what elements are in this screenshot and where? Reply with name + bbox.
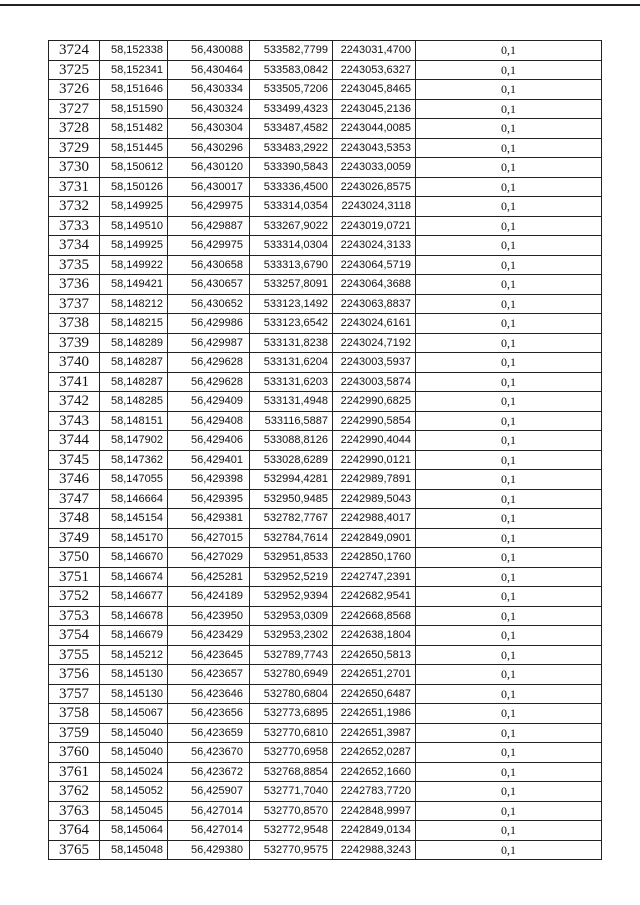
latitude-cell: 58,145024 (100, 762, 168, 782)
latitude-cell: 58,151590 (100, 99, 168, 119)
x-coordinate-cell: 533028,6289 (250, 450, 333, 470)
longitude-cell: 56,430304 (168, 119, 250, 139)
y-coordinate-cell: 2242650,5813 (333, 645, 416, 665)
table-row (49, 723, 602, 743)
latitude-cell: 58,146674 (100, 567, 168, 587)
x-coordinate-cell: 532772,9548 (250, 821, 333, 841)
point-number-cell: 3745 (49, 450, 100, 470)
latitude-cell: 58,148285 (100, 392, 168, 412)
latitude-cell: 58,148289 (100, 333, 168, 353)
coordinates-table-container (48, 40, 602, 860)
point-number-cell: 3728 (49, 119, 100, 139)
point-number-cell: 3749 (49, 528, 100, 548)
longitude-cell: 56,423656 (168, 704, 250, 724)
latitude-cell: 58,145212 (100, 645, 168, 665)
y-coordinate-cell: 2243053,6327 (333, 60, 416, 80)
latitude-cell: 58,145048 (100, 840, 168, 860)
y-coordinate-cell: 2243063,8837 (333, 294, 416, 314)
point-number-cell: 3738 (49, 314, 100, 334)
table-row (49, 645, 602, 665)
accuracy-cell: 0,1 (416, 333, 602, 353)
latitude-cell: 58,149925 (100, 197, 168, 217)
table-row (49, 509, 602, 529)
latitude-cell: 58,145040 (100, 743, 168, 763)
point-number-cell: 3751 (49, 567, 100, 587)
y-coordinate-cell: 2242990,6825 (333, 392, 416, 412)
longitude-cell: 56,429380 (168, 840, 250, 860)
point-number-cell: 3741 (49, 372, 100, 392)
x-coordinate-cell: 533131,8238 (250, 333, 333, 353)
point-number-cell: 3764 (49, 821, 100, 841)
y-coordinate-cell: 2243045,2136 (333, 99, 416, 119)
longitude-cell: 56,429628 (168, 353, 250, 373)
longitude-cell: 56,423672 (168, 762, 250, 782)
longitude-cell: 56,423646 (168, 684, 250, 704)
table-row (49, 372, 602, 392)
longitude-cell: 56,430120 (168, 158, 250, 178)
x-coordinate-cell: 533131,6203 (250, 372, 333, 392)
longitude-cell: 56,430652 (168, 294, 250, 314)
x-coordinate-cell: 532770,8570 (250, 801, 333, 821)
x-coordinate-cell: 533267,9022 (250, 216, 333, 236)
longitude-cell: 56,429628 (168, 372, 250, 392)
x-coordinate-cell: 532770,6958 (250, 743, 333, 763)
table-row (49, 821, 602, 841)
table-row (49, 99, 602, 119)
point-number-cell: 3756 (49, 665, 100, 685)
longitude-cell: 56,423950 (168, 606, 250, 626)
y-coordinate-cell: 2243064,3688 (333, 275, 416, 295)
point-number-cell: 3744 (49, 431, 100, 451)
latitude-cell: 58,149925 (100, 236, 168, 256)
y-coordinate-cell: 2243026,8575 (333, 177, 416, 197)
table-row (49, 567, 602, 587)
longitude-cell: 56,430296 (168, 138, 250, 158)
point-number-cell: 3733 (49, 216, 100, 236)
latitude-cell: 58,145040 (100, 723, 168, 743)
x-coordinate-cell: 533336,4500 (250, 177, 333, 197)
longitude-cell: 56,427015 (168, 528, 250, 548)
accuracy-cell: 0,1 (416, 704, 602, 724)
y-coordinate-cell: 2243043,5353 (333, 138, 416, 158)
latitude-cell: 58,147362 (100, 450, 168, 470)
point-number-cell: 3735 (49, 255, 100, 275)
longitude-cell: 56,425907 (168, 782, 250, 802)
table-row (49, 41, 602, 61)
point-number-cell: 3762 (49, 782, 100, 802)
longitude-cell: 56,424189 (168, 587, 250, 607)
point-number-cell: 3734 (49, 236, 100, 256)
latitude-cell: 58,147055 (100, 470, 168, 490)
point-number-cell: 3732 (49, 197, 100, 217)
y-coordinate-cell: 2243024,3133 (333, 236, 416, 256)
y-coordinate-cell: 2242989,5043 (333, 489, 416, 509)
accuracy-cell: 0,1 (416, 236, 602, 256)
accuracy-cell: 0,1 (416, 840, 602, 860)
x-coordinate-cell: 533499,4323 (250, 99, 333, 119)
x-coordinate-cell: 533487,4582 (250, 119, 333, 139)
latitude-cell: 58,152338 (100, 41, 168, 61)
table-row (49, 665, 602, 685)
point-number-cell: 3753 (49, 606, 100, 626)
longitude-cell: 56,427029 (168, 548, 250, 568)
accuracy-cell: 0,1 (416, 431, 602, 451)
y-coordinate-cell: 2243024,7192 (333, 333, 416, 353)
table-row (49, 548, 602, 568)
point-number-cell: 3727 (49, 99, 100, 119)
x-coordinate-cell: 532782,7767 (250, 509, 333, 529)
accuracy-cell: 0,1 (416, 801, 602, 821)
accuracy-cell: 0,1 (416, 743, 602, 763)
table-row (49, 314, 602, 334)
longitude-cell: 56,423645 (168, 645, 250, 665)
point-number-cell: 3742 (49, 392, 100, 412)
table-row (49, 840, 602, 860)
y-coordinate-cell: 2242849,0901 (333, 528, 416, 548)
accuracy-cell: 0,1 (416, 470, 602, 490)
point-number-cell: 3739 (49, 333, 100, 353)
longitude-cell: 56,430464 (168, 60, 250, 80)
y-coordinate-cell: 2242990,0121 (333, 450, 416, 470)
table-row (49, 743, 602, 763)
table-row (49, 255, 602, 275)
x-coordinate-cell: 532953,2302 (250, 626, 333, 646)
table-row (49, 275, 602, 295)
point-number-cell: 3748 (49, 509, 100, 529)
y-coordinate-cell: 2242651,1986 (333, 704, 416, 724)
latitude-cell: 58,146677 (100, 587, 168, 607)
longitude-cell: 56,429975 (168, 197, 250, 217)
point-number-cell: 3731 (49, 177, 100, 197)
accuracy-cell: 0,1 (416, 411, 602, 431)
y-coordinate-cell: 2242988,3243 (333, 840, 416, 860)
latitude-cell: 58,150126 (100, 177, 168, 197)
accuracy-cell: 0,1 (416, 294, 602, 314)
accuracy-cell: 0,1 (416, 509, 602, 529)
latitude-cell: 58,149922 (100, 255, 168, 275)
y-coordinate-cell: 2242988,4017 (333, 509, 416, 529)
longitude-cell: 56,430334 (168, 80, 250, 100)
x-coordinate-cell: 533313,6790 (250, 255, 333, 275)
point-number-cell: 3755 (49, 645, 100, 665)
y-coordinate-cell: 2242747,2391 (333, 567, 416, 587)
accuracy-cell: 0,1 (416, 158, 602, 178)
point-number-cell: 3761 (49, 762, 100, 782)
x-coordinate-cell: 533314,0354 (250, 197, 333, 217)
y-coordinate-cell: 2243024,3118 (333, 197, 416, 217)
coordinates-table (48, 40, 602, 860)
accuracy-cell: 0,1 (416, 626, 602, 646)
accuracy-cell: 0,1 (416, 548, 602, 568)
accuracy-cell: 0,1 (416, 41, 602, 61)
table-row (49, 489, 602, 509)
accuracy-cell: 0,1 (416, 60, 602, 80)
x-coordinate-cell: 532780,6949 (250, 665, 333, 685)
y-coordinate-cell: 2242652,1660 (333, 762, 416, 782)
longitude-cell: 56,430657 (168, 275, 250, 295)
latitude-cell: 58,145045 (100, 801, 168, 821)
x-coordinate-cell: 532784,7614 (250, 528, 333, 548)
x-coordinate-cell: 533123,6542 (250, 314, 333, 334)
accuracy-cell: 0,1 (416, 197, 602, 217)
latitude-cell: 58,145170 (100, 528, 168, 548)
x-coordinate-cell: 533582,7799 (250, 41, 333, 61)
y-coordinate-cell: 2242989,7891 (333, 470, 416, 490)
longitude-cell: 56,427014 (168, 821, 250, 841)
accuracy-cell: 0,1 (416, 372, 602, 392)
x-coordinate-cell: 533131,6204 (250, 353, 333, 373)
x-coordinate-cell: 532952,5219 (250, 567, 333, 587)
point-number-cell: 3746 (49, 470, 100, 490)
latitude-cell: 58,147902 (100, 431, 168, 451)
table-row (49, 294, 602, 314)
latitude-cell: 58,145064 (100, 821, 168, 841)
accuracy-cell: 0,1 (416, 587, 602, 607)
y-coordinate-cell: 2243031,4700 (333, 41, 416, 61)
table-row (49, 431, 602, 451)
x-coordinate-cell: 532789,7743 (250, 645, 333, 665)
accuracy-cell: 0,1 (416, 762, 602, 782)
latitude-cell: 58,149421 (100, 275, 168, 295)
longitude-cell: 56,427014 (168, 801, 250, 821)
latitude-cell: 58,150612 (100, 158, 168, 178)
accuracy-cell: 0,1 (416, 392, 602, 412)
longitude-cell: 56,429887 (168, 216, 250, 236)
longitude-cell: 56,429408 (168, 411, 250, 431)
x-coordinate-cell: 532773,6895 (250, 704, 333, 724)
accuracy-cell: 0,1 (416, 450, 602, 470)
y-coordinate-cell: 2242990,5854 (333, 411, 416, 431)
table-row (49, 782, 602, 802)
longitude-cell: 56,423429 (168, 626, 250, 646)
latitude-cell: 58,145067 (100, 704, 168, 724)
point-number-cell: 3765 (49, 840, 100, 860)
y-coordinate-cell: 2243003,5874 (333, 372, 416, 392)
longitude-cell: 56,423659 (168, 723, 250, 743)
latitude-cell: 58,148151 (100, 411, 168, 431)
x-coordinate-cell: 533123,1492 (250, 294, 333, 314)
longitude-cell: 56,429987 (168, 333, 250, 353)
accuracy-cell: 0,1 (416, 606, 602, 626)
longitude-cell: 56,423657 (168, 665, 250, 685)
latitude-cell: 58,151445 (100, 138, 168, 158)
longitude-cell: 56,429395 (168, 489, 250, 509)
y-coordinate-cell: 2243064,5719 (333, 255, 416, 275)
accuracy-cell: 0,1 (416, 684, 602, 704)
x-coordinate-cell: 533088,8126 (250, 431, 333, 451)
longitude-cell: 56,429401 (168, 450, 250, 470)
latitude-cell: 58,148287 (100, 372, 168, 392)
table-row (49, 587, 602, 607)
point-number-cell: 3729 (49, 138, 100, 158)
y-coordinate-cell: 2243019,0721 (333, 216, 416, 236)
latitude-cell: 58,148212 (100, 294, 168, 314)
longitude-cell: 56,429398 (168, 470, 250, 490)
point-number-cell: 3763 (49, 801, 100, 821)
longitude-cell: 56,429409 (168, 392, 250, 412)
point-number-cell: 3750 (49, 548, 100, 568)
y-coordinate-cell: 2242668,8568 (333, 606, 416, 626)
point-number-cell: 3725 (49, 60, 100, 80)
x-coordinate-cell: 533583,0842 (250, 60, 333, 80)
x-coordinate-cell: 532994,4281 (250, 470, 333, 490)
accuracy-cell: 0,1 (416, 80, 602, 100)
table-row (49, 138, 602, 158)
y-coordinate-cell: 2242651,3987 (333, 723, 416, 743)
latitude-cell: 58,146679 (100, 626, 168, 646)
y-coordinate-cell: 2242783,7720 (333, 782, 416, 802)
y-coordinate-cell: 2242652,0287 (333, 743, 416, 763)
table-row (49, 704, 602, 724)
accuracy-cell: 0,1 (416, 782, 602, 802)
table-row (49, 197, 602, 217)
point-number-cell: 3736 (49, 275, 100, 295)
table-row (49, 606, 602, 626)
accuracy-cell: 0,1 (416, 275, 602, 295)
table-row (49, 684, 602, 704)
y-coordinate-cell: 2242651,2701 (333, 665, 416, 685)
y-coordinate-cell: 2243003,5937 (333, 353, 416, 373)
latitude-cell: 58,145130 (100, 684, 168, 704)
longitude-cell: 56,429381 (168, 509, 250, 529)
x-coordinate-cell: 532952,9394 (250, 587, 333, 607)
table-row (49, 411, 602, 431)
longitude-cell: 56,425281 (168, 567, 250, 587)
accuracy-cell: 0,1 (416, 138, 602, 158)
latitude-cell: 58,146678 (100, 606, 168, 626)
accuracy-cell: 0,1 (416, 99, 602, 119)
table-row (49, 392, 602, 412)
point-number-cell: 3724 (49, 41, 100, 61)
y-coordinate-cell: 2242638,1804 (333, 626, 416, 646)
longitude-cell: 56,429406 (168, 431, 250, 451)
point-number-cell: 3757 (49, 684, 100, 704)
y-coordinate-cell: 2242682,9541 (333, 587, 416, 607)
latitude-cell: 58,149510 (100, 216, 168, 236)
accuracy-cell: 0,1 (416, 723, 602, 743)
accuracy-cell: 0,1 (416, 314, 602, 334)
accuracy-cell: 0,1 (416, 216, 602, 236)
table-row (49, 470, 602, 490)
longitude-cell: 56,423670 (168, 743, 250, 763)
table-row (49, 158, 602, 178)
table-row (49, 60, 602, 80)
latitude-cell: 58,148287 (100, 353, 168, 373)
latitude-cell: 58,148215 (100, 314, 168, 334)
longitude-cell: 56,430658 (168, 255, 250, 275)
latitude-cell: 58,146670 (100, 548, 168, 568)
point-number-cell: 3743 (49, 411, 100, 431)
point-number-cell: 3740 (49, 353, 100, 373)
x-coordinate-cell: 532950,9485 (250, 489, 333, 509)
y-coordinate-cell: 2243024,6161 (333, 314, 416, 334)
accuracy-cell: 0,1 (416, 255, 602, 275)
x-coordinate-cell: 533116,5887 (250, 411, 333, 431)
y-coordinate-cell: 2243033,0059 (333, 158, 416, 178)
x-coordinate-cell: 533131,4948 (250, 392, 333, 412)
table-row (49, 762, 602, 782)
y-coordinate-cell: 2243044,0085 (333, 119, 416, 139)
latitude-cell: 58,151646 (100, 80, 168, 100)
x-coordinate-cell: 532768,8854 (250, 762, 333, 782)
x-coordinate-cell: 533314,0304 (250, 236, 333, 256)
table-row (49, 236, 602, 256)
x-coordinate-cell: 533483,2922 (250, 138, 333, 158)
latitude-cell: 58,145154 (100, 509, 168, 529)
table-row (49, 80, 602, 100)
point-number-cell: 3758 (49, 704, 100, 724)
x-coordinate-cell: 532770,9575 (250, 840, 333, 860)
x-coordinate-cell: 532770,6810 (250, 723, 333, 743)
coordinates-table-body (49, 41, 602, 860)
accuracy-cell: 0,1 (416, 645, 602, 665)
point-number-cell: 3752 (49, 587, 100, 607)
accuracy-cell: 0,1 (416, 528, 602, 548)
x-coordinate-cell: 533257,8091 (250, 275, 333, 295)
table-row (49, 216, 602, 236)
accuracy-cell: 0,1 (416, 177, 602, 197)
point-number-cell: 3737 (49, 294, 100, 314)
x-coordinate-cell: 533390,5843 (250, 158, 333, 178)
x-coordinate-cell: 532953,0309 (250, 606, 333, 626)
accuracy-cell: 0,1 (416, 567, 602, 587)
y-coordinate-cell: 2242848,9997 (333, 801, 416, 821)
accuracy-cell: 0,1 (416, 119, 602, 139)
longitude-cell: 56,429986 (168, 314, 250, 334)
y-coordinate-cell: 2242850,1760 (333, 548, 416, 568)
x-coordinate-cell: 533505,7206 (250, 80, 333, 100)
latitude-cell: 58,145052 (100, 782, 168, 802)
latitude-cell: 58,146664 (100, 489, 168, 509)
point-number-cell: 3726 (49, 80, 100, 100)
longitude-cell: 56,429975 (168, 236, 250, 256)
table-row (49, 450, 602, 470)
latitude-cell: 58,152341 (100, 60, 168, 80)
latitude-cell: 58,151482 (100, 119, 168, 139)
page-top-rule (0, 4, 640, 6)
point-number-cell: 3747 (49, 489, 100, 509)
accuracy-cell: 0,1 (416, 821, 602, 841)
y-coordinate-cell: 2242990,4044 (333, 431, 416, 451)
y-coordinate-cell: 2242650,6487 (333, 684, 416, 704)
table-row (49, 333, 602, 353)
point-number-cell: 3730 (49, 158, 100, 178)
table-row (49, 353, 602, 373)
table-row (49, 119, 602, 139)
point-number-cell: 3754 (49, 626, 100, 646)
y-coordinate-cell: 2242849,0134 (333, 821, 416, 841)
longitude-cell: 56,430324 (168, 99, 250, 119)
accuracy-cell: 0,1 (416, 665, 602, 685)
point-number-cell: 3760 (49, 743, 100, 763)
x-coordinate-cell: 532771,7040 (250, 782, 333, 802)
table-row (49, 528, 602, 548)
x-coordinate-cell: 532780,6804 (250, 684, 333, 704)
longitude-cell: 56,430088 (168, 41, 250, 61)
table-row (49, 626, 602, 646)
table-row (49, 801, 602, 821)
accuracy-cell: 0,1 (416, 353, 602, 373)
x-coordinate-cell: 532951,8533 (250, 548, 333, 568)
accuracy-cell: 0,1 (416, 489, 602, 509)
table-row (49, 177, 602, 197)
y-coordinate-cell: 2243045,8465 (333, 80, 416, 100)
latitude-cell: 58,145130 (100, 665, 168, 685)
point-number-cell: 3759 (49, 723, 100, 743)
longitude-cell: 56,430017 (168, 177, 250, 197)
